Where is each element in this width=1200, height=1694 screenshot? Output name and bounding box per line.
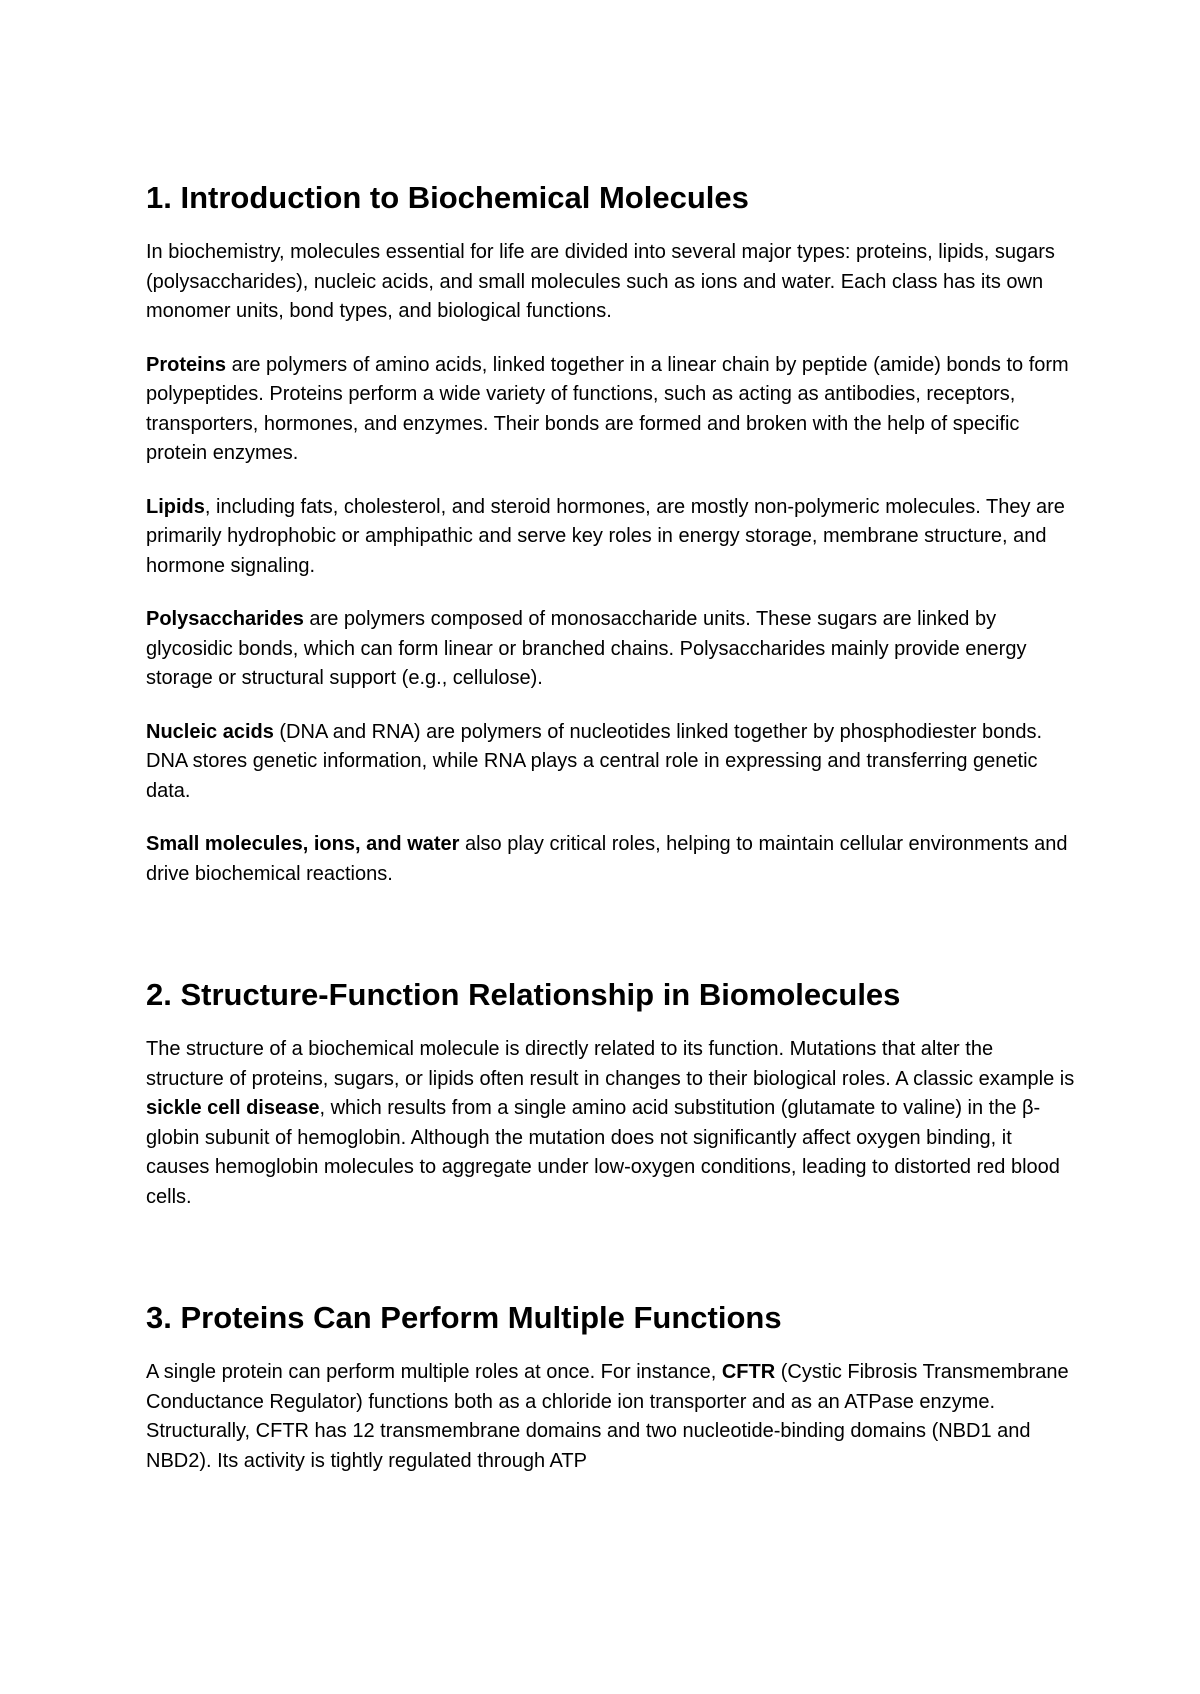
- section-2-body: [146, 1035, 1076, 1212]
- term-lipids: Lipids: [146, 495, 205, 518]
- section-2-heading: 2. Structure-Function Relationship in Biomolecules: [146, 977, 901, 1012]
- section-1-heading: 1. Introduction to Biochemical Molecules: [146, 180, 749, 215]
- section-3-body-before: A single protein can perform multiple roles at once. For instance,: [146, 1361, 722, 1383]
- section-1-intro: In biochemistry, molecules essential for life are divided into several major types: proteins, lipids, sugars (polysaccharides), nucleic acids, and small molecules such as ions and water. Each class has its own monomer units, bond types, and biological functions.: [146, 241, 1055, 322]
- section-2-body-before: The structure of a biochemical molecule is directly related to its function. Mutations that alter the structure of proteins, sugars, or lipids often result in changes to their biological roles. A classic example is: [146, 1038, 1075, 1090]
- section-3-body: [146, 1358, 1076, 1476]
- term-cftr: CFTR: [721, 1361, 776, 1383]
- paragraph-proteins: [146, 351, 1076, 469]
- term-sickle-cell-disease: sickle cell disease: [146, 1097, 320, 1119]
- section-3-heading: 3. Proteins Can Perform Multiple Functions: [146, 1300, 782, 1335]
- paragraph-lipids: [146, 493, 1076, 582]
- term-small-molecules: Small molecules, ions, and water: [146, 833, 460, 855]
- section-2-body-after: , which results from a single amino acid substitution (glutamate to valine) in the β-globin subunit of hemoglobin. Although the mutation does not significantly affect oxygen binding, it causes hemoglobin molecules to aggregate under low-oxygen conditions, leading to distorted red blood cells.: [146, 1097, 1060, 1208]
- paragraph-small-molecules: [146, 830, 1076, 889]
- section-spacer: [146, 913, 1076, 975]
- paragraph-nucleic-acids: [146, 718, 1076, 807]
- section-spacer: [146, 1236, 1076, 1298]
- document-content: [146, 178, 1076, 1500]
- paragraph-proteins-text: are polymers of amino acids, linked together in a linear chain by peptide (amide) bonds to form polypeptides. Proteins perform a wide variety of functions, such as acting as antibodies, receptors, transporters, hormones, and enzymes. Their bonds are formed and broken with the help of specific protein enzymes.: [146, 353, 1069, 464]
- term-proteins: Proteins: [146, 353, 227, 376]
- paragraph-nucleic-acids-text: (DNA and RNA) are polymers of nucleotides linked together by phosphodiester bonds. DNA stores genetic information, while RNA plays a central role in expressing and transferring genetic data.: [146, 720, 1043, 802]
- term-polysaccharides: Polysaccharides: [146, 608, 304, 630]
- paragraph-polysaccharides: [146, 605, 1076, 694]
- term-nucleic-acids: Nucleic acids: [146, 720, 274, 743]
- section-3-body-after: (Cystic Fibrosis Transmembrane Conductance Regulator) functions both as a chloride ion transporter and as an ATPase enzyme. Structurally, CFTR has 12 transmembrane domains and two nucleotide-binding domains (NBD1 and NBD2). Its activity is tightly regulated through ATP: [146, 1361, 1069, 1472]
- paragraph-lipids-text: , including fats, cholesterol, and steroid hormones, are mostly non-polymeric molecules. They are primarily hydrophobic or amphipathic and serve key roles in energy storage, membrane structure, and hormone signaling.: [146, 495, 1065, 577]
- paragraph-small-molecules-text: also play critical roles, helping to maintain cellular environments and drive biochemical reactions.: [146, 833, 1068, 885]
- paragraph-polysaccharides-text: are polymers composed of monosaccharide units. These sugars are linked by glycosidic bonds, which can form linear or branched chains. Polysaccharides mainly provide energy storage or structural support (e.g., cellulose).: [146, 608, 1027, 689]
